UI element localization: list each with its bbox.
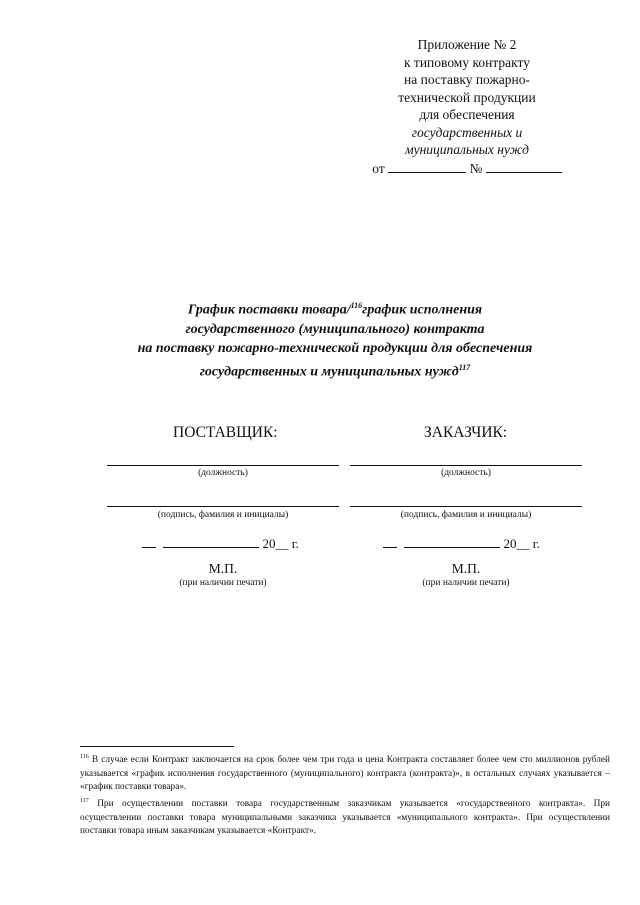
customer-heading: ЗАКАЗЧИК: [424, 424, 508, 441]
title-text: государственных и муниципальных нужд [199, 364, 459, 380]
customer-stamp-note: (при наличии печати) [422, 578, 510, 588]
title-line [120, 296, 550, 320]
day-blank [383, 535, 397, 548]
number-blank [486, 160, 562, 173]
appendix-line: Приложение № 2 [417, 37, 517, 52]
supplier-stamp-note: (при наличии печати) [179, 578, 267, 588]
footnote-separator [80, 746, 234, 747]
title-line [120, 358, 550, 382]
footnote-text: В случае если Контракт заключается на срок более чем три года и цена Контракта составляет более чем сто миллионов рублей указывается «график исполнения государственного (муниципального) контракта (контракта)», в остальных случаях указывается – «график поставки товара». [80, 755, 610, 793]
appendix-line: к типовому контракту [404, 54, 530, 70]
customer-stamp: М.П. [451, 561, 481, 576]
supplier-date-line [142, 535, 299, 552]
document-title [120, 296, 550, 381]
supplier-signature-caption: (подпись, фамилия и инициалы) [157, 510, 289, 520]
footnote-number: 116 [80, 754, 89, 760]
day-blank [142, 535, 156, 548]
customer-date-line [383, 535, 540, 552]
footnote-ref: 117 [458, 362, 471, 372]
supplier-position-caption: (должность) [198, 468, 248, 478]
title-text: График поставки товара/ [187, 302, 351, 318]
appendix-line: государственных и [411, 124, 523, 140]
footnote-117 [80, 795, 610, 839]
customer-signature-caption: (подпись, фамилия и инициалы) [400, 510, 532, 520]
customer-signature-line [350, 506, 582, 507]
month-blank [163, 535, 259, 548]
customer-position-line [350, 465, 582, 466]
title-line: государственного (муниципального) контракта [185, 321, 485, 337]
year-text: 20__ г. [262, 536, 299, 551]
title-text: график исполнения [362, 302, 483, 318]
footnotes [80, 751, 610, 839]
date-blank [388, 160, 466, 173]
footnote-number: 117 [80, 797, 89, 804]
appendix-line: на поставку пожарно- [404, 72, 530, 87]
date-prefix: от [372, 160, 385, 176]
footnote-116 [80, 751, 610, 795]
appendix-line: для обеспечения [419, 107, 515, 122]
footnote-text: При осуществлении поставки товара государственным заказчикам указывается «государственного контракта». При осуществлении поставки товара муниципальными заказчика указывается «муниципального контракта». При осуществлении поставки товара иным заказчикам указывается «Контракт». [80, 798, 610, 837]
appendix-line: муниципальных нужд [404, 142, 530, 157]
supplier-position-line [107, 465, 339, 466]
appendix-header [352, 36, 582, 177]
footnote-ref: 116 [350, 301, 363, 310]
appendix-line: технической продукции [398, 89, 536, 105]
supplier-stamp: М.П. [208, 561, 238, 576]
month-blank [404, 535, 500, 548]
contract-date-line [352, 160, 582, 178]
year-text: 20__ г. [503, 536, 540, 551]
title-line: на поставку пожарно-технической продукции для обеспечения [137, 340, 533, 356]
number-sign: № [469, 160, 483, 176]
customer-position-caption: (должность) [441, 468, 491, 478]
supplier-signature-line [107, 506, 339, 507]
supplier-heading: ПОСТАВЩИК: [173, 424, 278, 441]
